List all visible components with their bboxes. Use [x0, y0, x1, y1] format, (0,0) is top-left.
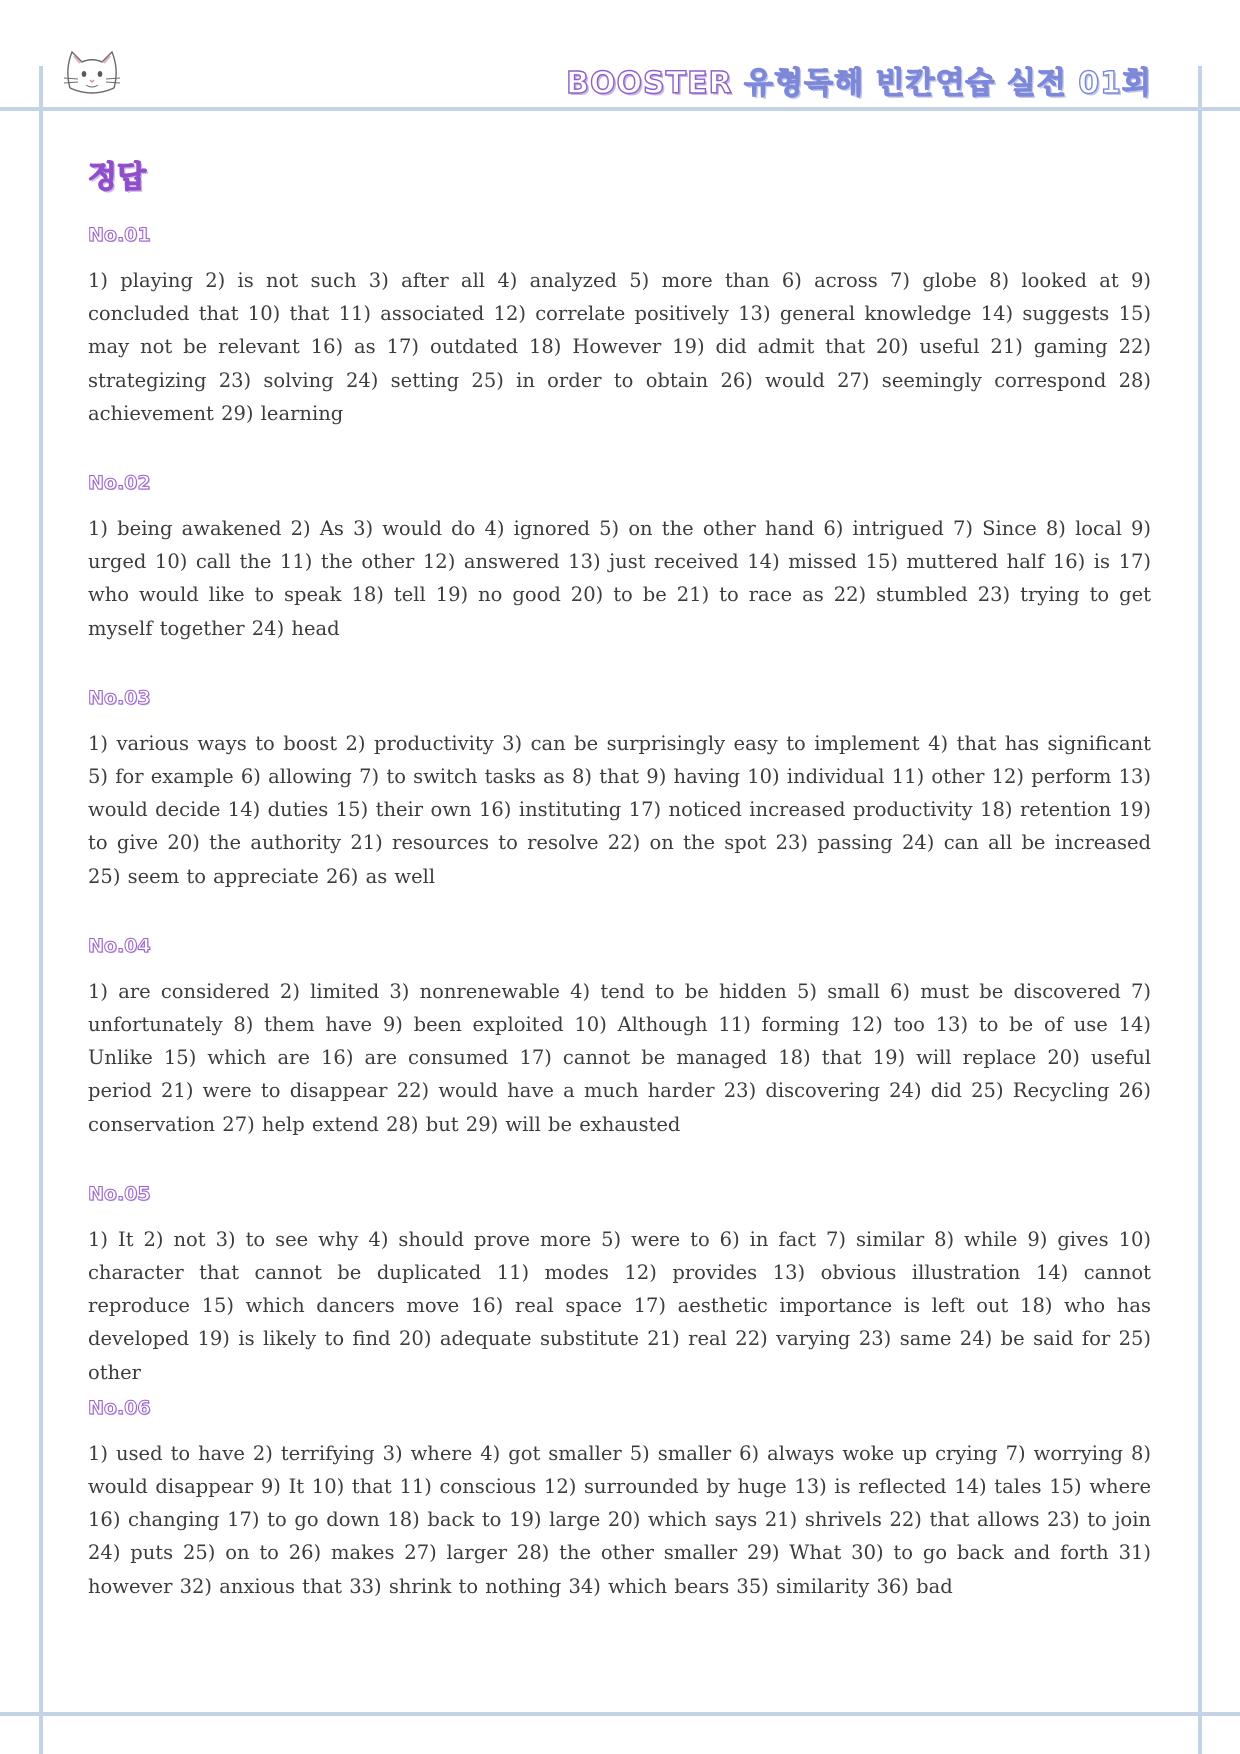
section-answers: 1) various ways to boost 2) productivity 3) can be surprisingly easy to implement 4) that has significant 5) for example 6) allowing 7) to switch tasks as 8) that 9) having 10) individual 11) other 12) perform 13) would decide 14) duties 15) their own 16) instituting 17) noticed increased productivity 18) retention 19) to give 20) the authority 21) resources to resolve 22) on the spot 23) passing 24) can all be increased 25) seem to appreciate 26) as well [88, 731, 1151, 888]
header-divider [0, 107, 1240, 111]
answer-section-04 [88, 933, 1151, 1141]
title-brand: BOOSTER [566, 66, 733, 101]
cat-logo-icon [60, 44, 124, 100]
right-margin-line [1198, 66, 1202, 1754]
answer-section-06 [88, 1395, 1151, 1603]
document-title [566, 58, 1152, 102]
section-answers: 1) It 2) not 3) to see why 4) should prove more 5) were to 6) in fact 7) similar 8) while 9) gives 10) character that cannot be duplicated 11) modes 12) provides 13) obvious illustration 14) cannot reproduce 15) which dancers move 16) real space 17) aesthetic importance is left out 18) who has developed 19) is likely to find 20) adequate substitute 21) real 22) varying 23) same 24) be said for 25) other [88, 1227, 1151, 1384]
section-answers: 1) used to have 2) terrifying 3) where 4) got smaller 5) smaller 6) always woke up crying 7) worrying 8) would disappear 9) It 10) that 11) conscious 12) surrounded by huge 13) is reflected 14) tales 15) where 16) changing 17) to go down 18) back to 19) large 20) which says 21) shrivels 22) that allows 23) to join 24) puts 25) on to 26) makes 27) larger 28) the other smaller 29) What 30) to go back and forth 31) however 32) anxious that 33) shrink to nothing 34) which bears 35) similarity 36) bad [88, 1441, 1151, 1598]
answers-heading: 정답 [88, 160, 146, 195]
section-label: No.01 [88, 224, 151, 246]
section-label: No.06 [88, 1396, 151, 1419]
section-answers: 1) playing 2) is not such 3) after all 4) analyzed 5) more than 6) across 7) globe 8) looked at 9) concluded that 10) that 11) associated 12) correlate positively 13) general knowledge 14) suggests 15) may not be relevant 16) as 17) outdated 18) However 19) did admit that 20) useful 21) gaming 22) strategizing 23) solving 24) setting 25) in order to obtain 26) would 27) seemingly correspond 28) achievement 29) learning [88, 269, 1151, 425]
title-subtitle: 유형독해 빈칸연습 실전 01회 [744, 66, 1152, 101]
section-label: No.04 [88, 934, 151, 957]
answer-list [88, 222, 1151, 1603]
section-label: No.05 [88, 1182, 151, 1205]
answer-section-01 [88, 222, 1151, 430]
section-label: No.03 [88, 686, 151, 709]
section-answers: 1) are considered 2) limited 3) nonrenewable 4) tend to be hidden 5) small 6) must be discovered 7) unfortunately 8) them have 9) been exploited 10) Although 11) forming 12) too 13) to be of use 14) Unlike 15) which are 16) are consumed 17) cannot be managed 18) that 19) will replace 20) useful period 21) were to disappear 22) would have a much harder 23) discovering 24) did 25) Recycling 26) conservation 27) help extend 28) but 29) will be exhausted [88, 979, 1151, 1136]
section-answers: 1) being awakened 2) As 3) would do 4) ignored 5) on the other hand 6) intrigued 7) Since 8) local 9) urged 10) call the 11) the other 12) answered 13) just received 14) missed 15) muttered half 16) is 17) who would like to speak 18) tell 19) no good 20) to be 21) to race as 22) stumbled 23) trying to get myself together 24) head [88, 517, 1151, 640]
left-margin-line [39, 66, 43, 1754]
footer-divider [0, 1712, 1240, 1716]
answer-section-03 [88, 685, 1151, 893]
answer-section-05 [88, 1181, 1151, 1389]
answer-section-02 [88, 470, 1151, 645]
section-label: No.02 [88, 472, 151, 495]
